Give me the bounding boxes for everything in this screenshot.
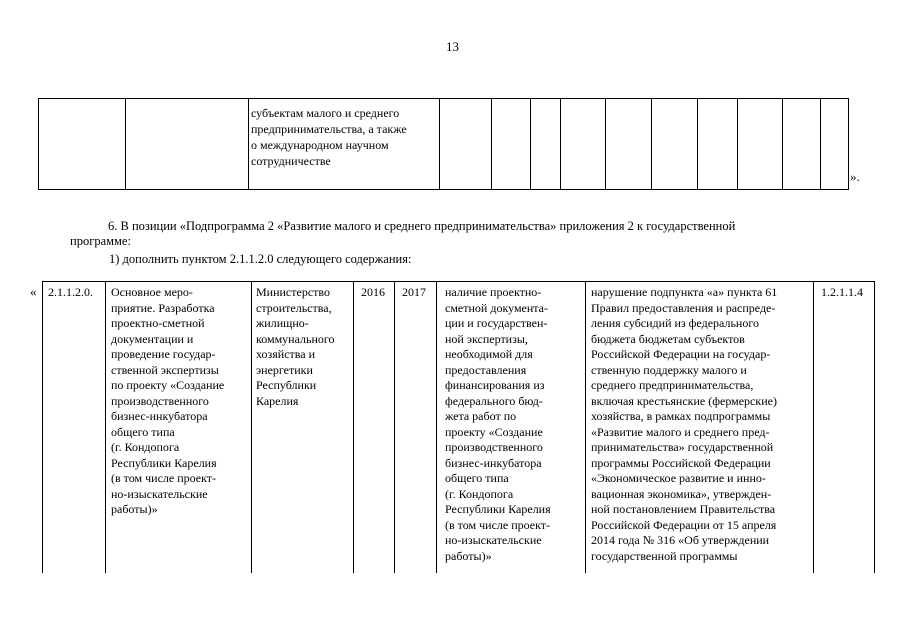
bottom-table — [42, 281, 875, 573]
column-divider — [782, 99, 783, 189]
top-table — [38, 98, 849, 190]
page-number: 13 — [446, 39, 459, 54]
cell-activity: Основное меро- приятие. Разработка проектно-сметной документации и проведение государ- ственной экспертизы по проекту «Создание производственного бизнес-инкубатора общего типа (г. Кондопога Республики Карелия (в том числе проект- но-изыскательские работы)» — [111, 285, 225, 516]
column-divider — [353, 282, 354, 573]
cell-year-end: 2017 — [402, 285, 426, 299]
paragraph-text: 6. В позиции «Подпрограмма 2 «Развитие малого и среднего предпринимательства» приложения 2 к государственной — [108, 219, 736, 233]
column-divider — [530, 99, 531, 189]
cell-consequences: нарушение подпункта «а» пункта 61 Правил предоставления и распреде- ления субсидий из федерального бюджета бюджетам субъектов Российской Федерации на государ- ственную поддержку малого и среднего предпринимательства, включая крестьянские (фермерские) хозяйства, в рамках подпрограммы «Развитие малого и среднего пред- принимательства» государственной программы Российской Федерации «Экономическое развитие и инно- вационная экономика», утвержден- ной постановлением Правительства Российской Федерации от 15 апреля 2014 года № 316 «Об утверждении государственной программы — [591, 285, 778, 563]
column-divider — [251, 282, 252, 573]
column-divider — [125, 99, 126, 189]
closing-quote: ». — [850, 169, 860, 184]
cell-link: 1.2.1.1.4 — [821, 285, 863, 299]
column-divider — [439, 99, 440, 189]
column-divider — [697, 99, 698, 189]
paragraph-line-2: программе: — [70, 234, 131, 248]
opening-quote: « — [30, 284, 37, 299]
paragraph-line-1 — [70, 218, 876, 234]
cell-code: 2.1.1.2.0. — [48, 285, 93, 299]
column-divider — [605, 99, 606, 189]
column-divider — [560, 99, 561, 189]
cell-result: наличие проектно- сметной документа- ции и государствен- ной экспертизы, необходимой для предоставления финансирования из федерального бюд- жета работ по проекту «Создание производственного бизнес-инкубатора общего типа (г. Кондопога Республики Карелия (в том числе проект- но-изыскательские работы)» — [445, 285, 551, 563]
column-divider — [394, 282, 395, 573]
column-divider — [105, 282, 106, 573]
column-divider — [436, 282, 437, 573]
cell-year-start: 2016 — [361, 285, 385, 299]
cell-executor: Министерство строительства, жилищно- коммунального хозяйства и энергетики Республики Карелия — [256, 285, 335, 408]
column-divider — [820, 99, 821, 189]
column-divider — [248, 99, 249, 189]
column-divider — [737, 99, 738, 189]
column-divider — [585, 282, 586, 573]
column-divider — [651, 99, 652, 189]
column-divider — [813, 282, 814, 573]
column-divider — [491, 99, 492, 189]
top-table-cell-text: субъектам малого и среднего предпринимательства, а также о международном научном сотрудничестве — [251, 106, 407, 168]
subpoint-text: 1) дополнить пунктом 2.1.1.2.0 следующего содержания: — [109, 252, 412, 266]
